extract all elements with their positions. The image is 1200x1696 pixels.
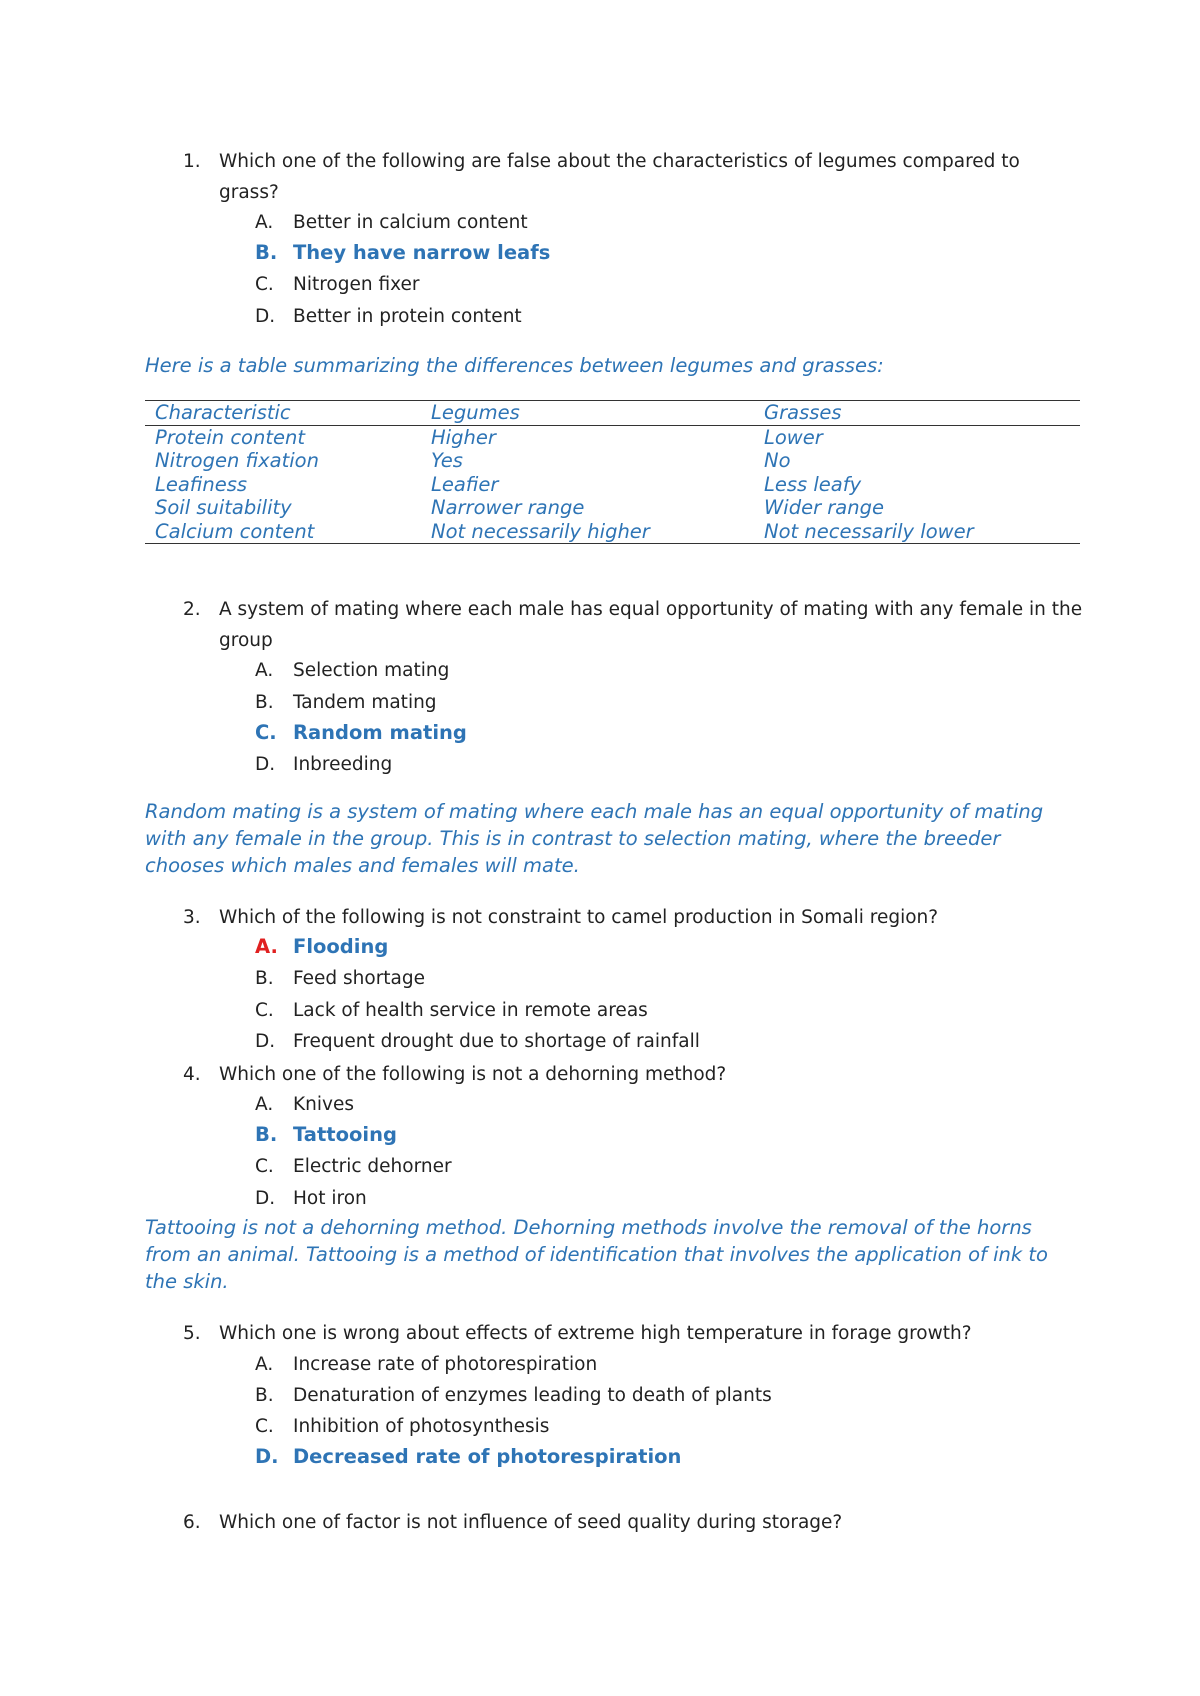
table-row	[145, 449, 1080, 473]
comparison-table	[145, 400, 1080, 544]
option-1d: D. Better in protein content	[255, 306, 522, 327]
explanation-1: Here is a table summarizing the differences between legumes and grasses:	[145, 354, 884, 377]
table-header-cell: Characteristic	[145, 401, 421, 426]
option-1b-correct: B. They have narrow leafs	[255, 241, 551, 264]
option-3d: D. Frequent drought due to shortage of rainfall	[255, 1031, 700, 1052]
table-cell: Yes	[431, 449, 463, 472]
question-number: 5.	[183, 1323, 201, 1344]
table-cell: Not necessarily higher	[421, 520, 754, 544]
question-text: Which one of the following are false about the characteristics of legumes compared to grass?	[219, 151, 1020, 203]
table-cell: Protein content	[155, 425, 305, 449]
table-cell: Lower	[764, 425, 823, 449]
question-number: 2.	[183, 599, 201, 620]
option-5a: A. Increase rate of photorespiration	[255, 1354, 598, 1375]
table-cell: No	[764, 449, 791, 472]
table-cell: Less leafy	[764, 472, 862, 496]
question-1	[183, 146, 1083, 208]
explanation-2: Random mating is a system of mating where each male has an equal opportunity of mating with any female in the group. This is in contrast to selection mating, where the breeder chooses which males and females will mate.	[145, 800, 1044, 877]
option-4c: C. Electric dehorner	[255, 1156, 452, 1177]
table-header-row	[145, 401, 1080, 426]
option-5c: C. Inhibition of photosynthesis	[255, 1416, 550, 1437]
option-4b-correct: B. Tattooing	[255, 1123, 397, 1146]
table-header-cell: Grasses	[754, 401, 1080, 426]
question-number: 1.	[183, 151, 201, 172]
question-number: 3.	[183, 907, 201, 928]
table-cell: Calcium content	[145, 520, 421, 544]
option-2c-correct: C. Random mating	[255, 721, 467, 744]
table-row	[145, 496, 1080, 520]
table-cell: Narrower range	[431, 496, 585, 519]
option-1a: A. Better in calcium content	[255, 212, 528, 233]
table-row	[145, 425, 1080, 449]
question-text: Which one of the following is not a dehorning method?	[219, 1064, 727, 1085]
option-3b: B. Feed shortage	[255, 968, 426, 989]
question-5	[183, 1318, 1083, 1349]
table-cell: Higher	[431, 425, 496, 449]
question-text: Which one is wrong about effects of extreme high temperature in forage growth?	[219, 1323, 972, 1344]
table-cell: Leafiness	[155, 472, 248, 496]
question-text: Which of the following is not constraint to camel production in Somali region?	[219, 907, 939, 928]
option-2b: B. Tandem mating	[255, 692, 437, 713]
question-2	[183, 594, 1083, 656]
option-4d: D. Hot iron	[255, 1188, 367, 1209]
table-cell: Wider range	[764, 496, 884, 519]
question-text: Which one of factor is not influence of seed quality during storage?	[219, 1512, 843, 1533]
option-5d-correct: D. Decreased rate of photorespiration	[255, 1445, 682, 1468]
table-row	[145, 473, 1080, 497]
table-cell: Nitrogen fixation	[155, 449, 319, 472]
table-header-cell: Legumes	[421, 401, 754, 426]
option-3a-correct: A. Flooding	[255, 935, 389, 958]
question-4	[183, 1059, 1083, 1090]
option-3c: C. Lack of health service in remote areas	[255, 1000, 648, 1021]
question-number: 6.	[183, 1512, 201, 1533]
table-cell: Not necessarily lower	[754, 520, 1080, 544]
table-cell: Leafier	[431, 472, 499, 496]
explanation-4: Tattooing is not a dehorning method. Dehorning methods involve the removal of the horns from an animal. Tattooing is a method of identification that involves the application of ink to the skin.	[145, 1216, 1048, 1293]
question-6	[183, 1507, 1083, 1538]
option-2a: A. Selection mating	[255, 660, 450, 681]
table-row	[145, 520, 1080, 544]
option-2d: D. Inbreeding	[255, 754, 393, 775]
option-1c: C. Nitrogen fixer	[255, 274, 420, 295]
option-4a: A. Knives	[255, 1094, 354, 1115]
question-number: 4.	[183, 1064, 201, 1085]
question-3	[183, 902, 1083, 933]
question-text: A system of mating where each male has equal opportunity of mating with any female in the group	[219, 599, 1083, 651]
table-cell: Soil suitability	[155, 496, 292, 519]
option-5b: B. Denaturation of enzymes leading to death of plants	[255, 1385, 772, 1406]
